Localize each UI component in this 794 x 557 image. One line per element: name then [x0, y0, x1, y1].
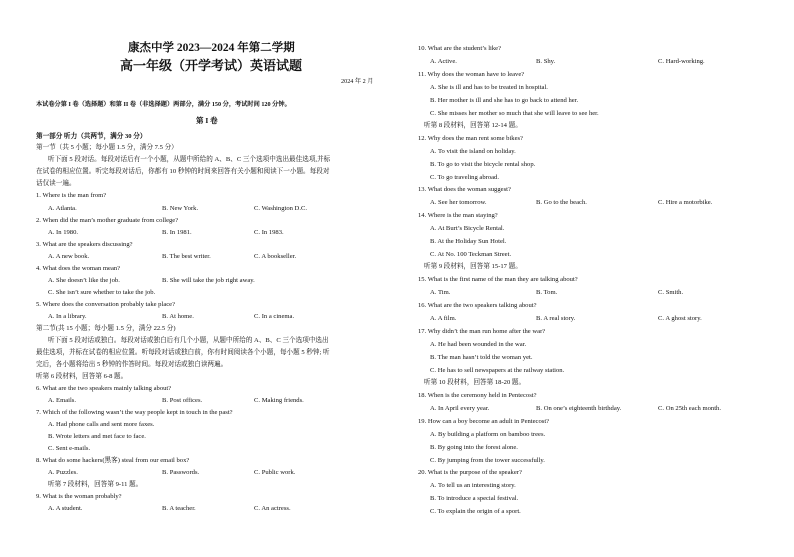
option-a: A. In April every year.	[430, 405, 490, 412]
exam-instructions: 本试卷分第 I 卷（选择题）和第 II 卷（非选择题）两部分，满分 150 分，考试时间 120 分钟。	[36, 101, 291, 108]
question-8: 8. What do some hackers(黑客) steal from our email box?	[36, 457, 190, 464]
option-c: C. In 1983.	[254, 229, 284, 236]
question-15: 15. What is the first name of the man they are talking about?	[418, 276, 578, 283]
question-10: 10. What are the student’s like?	[418, 45, 502, 52]
option-c: C. In a cinema.	[254, 313, 295, 320]
option-b: B. Her mother is ill and she has to go back to attend her.	[430, 97, 579, 104]
option-a: A. A student.	[48, 505, 83, 512]
question-2: 2. When did the man’s mother graduate from college?	[36, 217, 179, 224]
option-a: A. A film.	[430, 315, 457, 322]
option-a: A. To tell us an interesting story.	[430, 482, 516, 489]
option-c: C. To go traveling abroad.	[430, 174, 500, 181]
question-20: 20. What is the purpose of the speaker?	[418, 469, 522, 476]
option-b: B. To go to visit the bicycle rental shop.	[430, 161, 536, 168]
option-b: B. In 1981.	[162, 229, 192, 236]
option-a: A. By building a platform on bamboo trees.	[430, 431, 546, 438]
section1-heading: 第一节（共 5 小题；每小题 1.5 分，满分 7.5 分）	[36, 144, 178, 151]
section2-directions: 听下面 5 段对话或独白。每段对话或独白后有几个小题，从题中所给的 A、B、C 三个选项中选出	[48, 337, 329, 344]
question-9: 9. What is the woman probably?	[36, 493, 122, 500]
option-c: C. She misses her mother so much that she will leave to see her.	[430, 110, 599, 117]
listen-instruction: 听第 10 段材料，回答第 18-20 题。	[424, 379, 526, 386]
listen-instruction: 听第 8 段材料，回答第 12-14 题。	[424, 122, 522, 129]
option-c: C. Hire a motorbike.	[658, 199, 713, 206]
question-5: 5. Where does the conversation probably take place?	[36, 301, 176, 308]
question-16: 16. What are the two speakers talking about?	[418, 302, 537, 309]
option-b: B. She will take the job right away.	[162, 277, 255, 284]
option-b: B. The best writer.	[162, 253, 211, 260]
option-b: B. At the Holiday Sun Hotel.	[430, 238, 507, 245]
option-b: B. A teacher.	[162, 505, 196, 512]
option-a: A. Atlanta.	[48, 205, 77, 212]
section1-directions: 听下面 5 段对话。每段对话后有一个小题，从题中所给的 A、B、C 三个选项中选出最佳选项,并标	[48, 156, 331, 163]
question-19: 19. How can a boy become an adult in Pentecost?	[418, 418, 550, 425]
option-a: A. She doesn’t like the job.	[48, 277, 120, 284]
option-b: B. Shy.	[536, 58, 556, 65]
listen-instruction: 听第 6 段材料，回答第 6-8 题。	[36, 373, 128, 380]
option-c: C. A ghost story.	[658, 315, 702, 322]
exam-subtitle: 高一年级（开学考试）英语试题	[120, 58, 303, 73]
section2-heading: 第二节(共 15 小题；每小题 1.5 分，满分 22.5 分)	[36, 325, 176, 332]
option-b: B. To introduce a special festival.	[430, 495, 519, 502]
option-c: C. She isn’t sure whether to take the job.	[48, 289, 156, 296]
part1-heading: 第一部分 听力（共两节，满分 30 分）	[36, 133, 147, 140]
option-a: A. She is ill and has to be treated in hospital.	[430, 84, 548, 91]
question-3: 3. What are the speakers discussing?	[36, 241, 133, 248]
option-c: C. Washington D.C.	[254, 205, 308, 212]
question-4: 4. What does the woman mean?	[36, 265, 121, 272]
question-12: 12. Why does the man rent some bikes?	[418, 135, 523, 142]
option-c: C. A bookseller.	[254, 253, 297, 260]
option-b: B. Tom.	[536, 289, 558, 296]
option-c: C. On 25th each month.	[658, 405, 721, 412]
exam-date: 2024 年 2 月	[341, 78, 374, 85]
question-6: 6. What are the two speakers mainly talking about?	[36, 385, 172, 392]
option-a: A. In a library.	[48, 313, 87, 320]
option-c: C. At No. 100 Teckman Street.	[430, 251, 512, 258]
option-c: C. Making friends.	[254, 397, 304, 404]
section2-directions: 完后，各小题将给出 5 秒钟的作答时间。每段对话或独白读两遍。	[36, 361, 228, 368]
option-a: A. Tim.	[430, 289, 451, 296]
option-a: A. See her tomorrow.	[430, 199, 487, 206]
listen-instruction: 听第 7 段材料，回答第 9-11 题。	[48, 481, 143, 488]
option-c: C. By jumping from the tower successfully.	[430, 457, 545, 464]
option-a: A. Emails.	[48, 397, 77, 404]
option-a: A. At Burt’s Bicycle Rental.	[430, 225, 505, 232]
volume-heading: 第 I 卷	[196, 116, 218, 125]
option-b: B. Go to the beach.	[536, 199, 587, 206]
question-11: 11. Why does the woman have to leave?	[418, 71, 525, 78]
question-17: 17. Why didn’t the man run home after the war?	[418, 328, 546, 335]
section2-directions: 最佳选项，并标在试卷的相应位置。听每段对话或独白前，你有时间阅读各个小题，每小题 5 秒钟; 听	[36, 349, 330, 356]
listen-instruction: 听第 9 段材料，回答第 15-17 题。	[424, 263, 522, 270]
option-c: C. Hard-working.	[658, 58, 705, 65]
option-b: B. By going into the forest alone.	[430, 444, 518, 451]
option-c: C. Smith.	[658, 289, 684, 296]
option-a: A. Active.	[430, 58, 457, 65]
exam-title: 康杰中学 2023—2024 年第二学期	[128, 42, 295, 54]
question-7: 7. Which of the following wasn’t the way people kept in touch in the past?	[36, 409, 233, 416]
section1-directions: 在试卷的相应位置。听完每段对话后，你都有 10 秒钟的时间来回答有关小题和阅读下一小题。每段对	[36, 168, 330, 175]
option-c: C. Public work.	[254, 469, 296, 476]
option-b: B. Post offices.	[162, 397, 203, 404]
option-b: B. At home.	[162, 313, 194, 320]
option-c: C. Sent e-mails.	[48, 445, 91, 452]
question-13: 13. What does the woman suggest?	[418, 186, 511, 193]
option-a: A. He had been wounded in the war.	[430, 341, 527, 348]
option-b: B. Wrote letters and met face to face.	[48, 433, 146, 440]
option-a: A. To visit the island on holiday.	[430, 148, 516, 155]
option-c: C. He has to sell newspapers at the railway station.	[430, 367, 565, 374]
question-18: 18. When is the ceremony held in Pentecost?	[418, 392, 537, 399]
option-b: B. A real story.	[536, 315, 576, 322]
option-b: B. New York.	[162, 205, 199, 212]
option-b: B. Passwords.	[162, 469, 200, 476]
option-c: C. To explain the origin of a sport.	[430, 508, 521, 515]
question-14: 14. Where is the man staying?	[418, 212, 498, 219]
question-1: 1. Where is the man from?	[36, 192, 107, 199]
option-b: B. The man hasn’t told the woman yet.	[430, 354, 533, 361]
option-c: C. An actress.	[254, 505, 291, 512]
option-a: A. A new book.	[48, 253, 90, 260]
section1-directions: 话仅读一遍。	[36, 180, 76, 187]
option-a: A. In 1980.	[48, 229, 79, 236]
option-b: B. On one’s eighteenth birthday.	[536, 405, 622, 412]
option-a: A. Puzzles.	[48, 469, 78, 476]
option-a: A. Had phone calls and sent more faxes.	[48, 421, 155, 428]
